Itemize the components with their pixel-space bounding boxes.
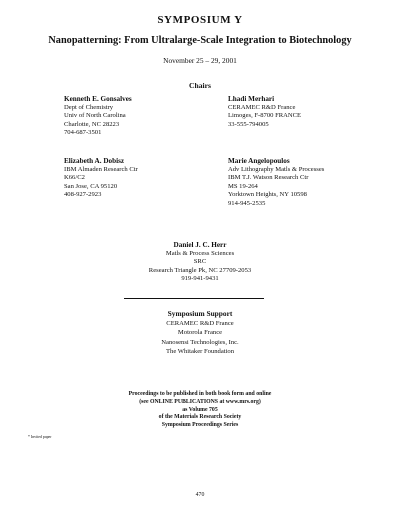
chair-name: Kenneth E. Gonsalves bbox=[64, 95, 132, 103]
page-number: 470 bbox=[195, 492, 205, 498]
sponsor-name: The Whitaker Foundation bbox=[166, 348, 234, 356]
chair-address-line: Research Triangle Pk, NC 27709-2053 bbox=[148, 266, 252, 274]
sponsor-name: Nanosensi Technologies, Inc. bbox=[161, 338, 239, 346]
proceedings-note bbox=[0, 391, 400, 430]
proceedings-line: Symposium Proceedings Series bbox=[161, 422, 239, 429]
symposium-dates: November 25 – 29, 2001 bbox=[163, 56, 237, 65]
proceedings-line: (see ONLINE PUBLICATIONS at www.mrs.org) bbox=[139, 398, 261, 405]
chair-phone: 33-555-794005 bbox=[228, 120, 269, 128]
chair-name: Elizabeth A. Dobisz bbox=[64, 157, 125, 165]
chair-address-line: Matls & Process Sciences bbox=[165, 249, 235, 257]
chair-address-line: IBM T.J. Watson Research Ctr bbox=[228, 174, 309, 182]
chair-address-line: Yorktown Heights, NY 10598 bbox=[228, 191, 307, 199]
chair-address-line: Dept of Chemistry bbox=[64, 103, 114, 111]
chair-address-line: Limoges, F-8700 FRANCE bbox=[228, 112, 302, 120]
chair-block bbox=[228, 157, 324, 209]
sponsor-name: Motorola France bbox=[177, 329, 223, 337]
chair-name: Marie Angelopoulos bbox=[228, 157, 290, 165]
chair-address-line: MS 19-264 bbox=[228, 182, 258, 190]
chair-phone: 914-945-2535 bbox=[228, 199, 266, 207]
chair-address-line: Adv Lithography Matls & Processes bbox=[228, 165, 325, 173]
section-divider bbox=[124, 298, 264, 299]
proceedings-line: Proceedings to be published in both book form and online bbox=[128, 391, 272, 397]
chair-address-line: CERAMEC R&D France bbox=[228, 103, 296, 111]
chair-name: Lhadi Merhari bbox=[228, 95, 275, 103]
chair-phone: 704-687-3501 bbox=[64, 129, 102, 137]
chair-block bbox=[64, 157, 138, 200]
chair-block bbox=[64, 95, 132, 138]
chair-address-line: IBM Almaden Research Ctr bbox=[64, 165, 138, 173]
chair-address-line: Univ of North Carolina bbox=[64, 112, 126, 120]
symposium-title: SYMPOSIUM Y bbox=[157, 14, 243, 26]
chair-address-line: San Jose, CA 95120 bbox=[64, 182, 118, 190]
support-heading: Symposium Support bbox=[167, 309, 233, 318]
footnote: * Invited paper bbox=[28, 435, 52, 439]
proceedings-line: as Volume 705 bbox=[182, 406, 218, 413]
chairs-heading: Chairs bbox=[189, 81, 211, 90]
chair-address-line: Charlotte, NC 28223 bbox=[64, 120, 120, 128]
chair-address-line: SRC bbox=[193, 258, 207, 266]
chair-block bbox=[0, 241, 400, 284]
sponsor-name: CERAMEC R&D France bbox=[166, 319, 234, 327]
chair-phone: 408-927-2923 bbox=[64, 191, 102, 199]
chair-name: Daniel J. C. Herr bbox=[173, 241, 227, 249]
chair-block bbox=[228, 95, 301, 129]
symposium-support bbox=[0, 309, 400, 357]
symposium-subtitle: Nanopatterning: From Ultralarge-Scale Integration to Biotechnology bbox=[48, 35, 352, 46]
chair-phone: 919-941-9431 bbox=[181, 275, 219, 283]
chair-address-line: K66/C2 bbox=[64, 174, 85, 182]
proceedings-line: of the Materials Research Society bbox=[158, 414, 242, 421]
